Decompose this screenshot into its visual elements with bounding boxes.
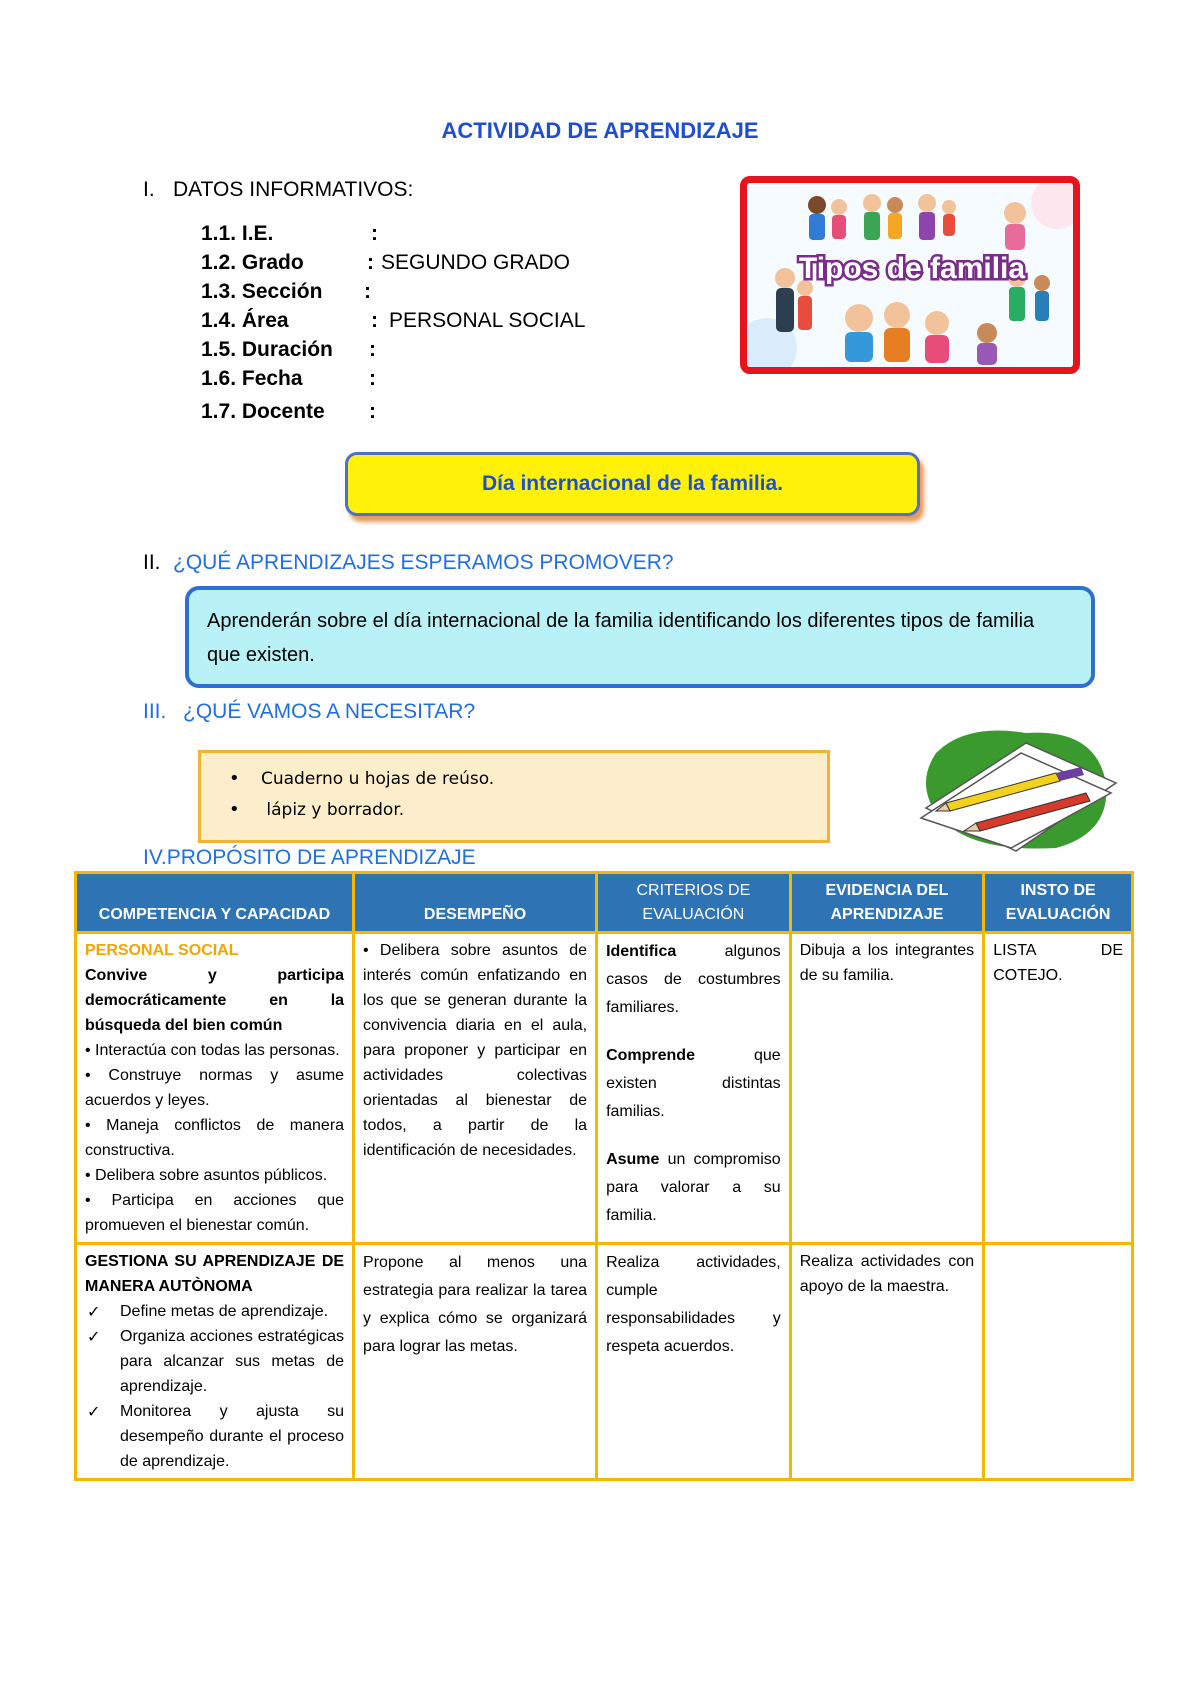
criterion-text: que existen distintas familias. (606, 1047, 781, 1120)
info-label: 1.5. Duración (201, 338, 333, 361)
materials-box (198, 750, 830, 843)
section-heading-datos (143, 178, 413, 202)
info-label: 1.4. Área (201, 309, 289, 332)
info-value: PERSONAL SOCIAL (389, 309, 586, 332)
capacity-item: ✓ Organiza acciones estratégicas para alcanzar sus metas de aprendizaje. (85, 1324, 344, 1399)
materials-list (225, 763, 827, 825)
criterion-item (606, 938, 781, 1022)
criteria-cell (597, 1244, 791, 1480)
section-heading-necesitar (143, 700, 475, 724)
info-value: SEGUNDO GRADO (381, 251, 571, 274)
capacity-item: • Maneja conflictos de manera constructiva. (85, 1113, 344, 1163)
family-illustration-svg (747, 183, 1073, 367)
competence-title: Convive y participa democráticamente en la búsqueda del bien común (85, 967, 345, 1034)
section-title: ¿QUÉ VAMOS A NECESITAR? (183, 700, 476, 723)
paper-pencils-svg (906, 723, 1126, 853)
criteria-cell (597, 933, 791, 1244)
family-types-illustration (740, 176, 1080, 374)
capacity-item: • Delibera sobre asuntos públicos. (85, 1163, 344, 1188)
column-header: INSTO DE EVALUACIÓN (984, 873, 1133, 933)
criterion-verb: Asume (606, 1151, 660, 1168)
criterion-verb: Identifica (606, 943, 677, 960)
info-colon: : (367, 251, 374, 274)
purpose-table (74, 871, 1134, 1481)
info-label: 1.7. Docente (201, 400, 325, 423)
evidence-text: Realiza actividades con apoyo de la maestra. (799, 1253, 975, 1295)
criterion-text: algunos casos de costumbres familiares. (606, 943, 781, 1016)
info-colon: : (369, 400, 376, 423)
capacity-item: ✓ Monitorea y ajusta su desempeño durante el proceso de aprendizaje. (85, 1399, 344, 1474)
info-colon: : (369, 367, 376, 390)
competence-cell (76, 933, 354, 1244)
activity-theme: Día internacional de la familia. (481, 472, 784, 495)
performance-text: • Delibera sobre asuntos de interés común enfatizando en los que se generan durante la convivencia diaria en el aula, para proponer y participar en actividades colectivas orientadas al bienestar de todos, a partir de la identificación de necesidades. (363, 938, 587, 1163)
info-label: 1.3. Sección (201, 280, 323, 303)
section-title: ¿QUÉ APRENDIZAJES ESPERAMOS PROMOVER? (173, 551, 674, 574)
list-item: • lápiz y borrador. (225, 794, 827, 825)
criterion-text: Realiza actividades, cumple responsabilidades y respeta acuerdos. (606, 1254, 781, 1355)
column-header: CRITERIOS DE EVALUACIÓN (597, 873, 791, 933)
info-colon: : (364, 280, 371, 303)
illustration-caption: Tipos de familia (798, 252, 1026, 285)
section-number: I. (143, 178, 155, 201)
table-row (76, 933, 1133, 1244)
section-number: II. (143, 551, 161, 574)
info-label: 1.2. Grado (201, 251, 304, 274)
criterion-verb: Comprende (606, 1047, 695, 1064)
section-heading-proposito: IV.PROPÓSITO DE APRENDIZAJE (143, 846, 476, 869)
info-colon: : (371, 309, 378, 332)
activity-theme-box (345, 452, 920, 516)
section-title: DATOS INFORMATIVOS: (173, 178, 414, 201)
learning-goal-text: Aprenderán sobre el día internacional de la familia identificando los diferentes tipos de familia que existen. (207, 610, 1035, 666)
area-label: PERSONAL SOCIAL (85, 942, 239, 959)
instrument-cell (984, 1244, 1133, 1480)
competence-cell (76, 1244, 354, 1480)
evidence-text: Dibuja a los integrantes de su familia. (799, 942, 975, 984)
evidence-cell (790, 933, 984, 1244)
table-row (76, 1244, 1133, 1480)
performance-text: Propone al menos una estrategia para realizar la tarea y explica cómo se organizará para lograr las metas. (363, 1254, 588, 1355)
info-label: 1.1. I.E. (201, 222, 274, 245)
column-header: DESEMPEÑO (354, 873, 597, 933)
list-item: • Cuaderno u hojas de reúso. (225, 763, 827, 794)
paper-pencils-illustration (906, 723, 1126, 853)
capacity-item: ✓ Define metas de aprendizaje. (85, 1299, 344, 1324)
performance-cell (354, 1244, 597, 1480)
section-number: III. (143, 700, 167, 723)
criterion-text: un compromiso para valorar a su familia. (606, 1151, 781, 1224)
criterion-item (606, 1042, 781, 1126)
info-colon: : (369, 338, 376, 361)
capacity-item: • Interactúa con todas las personas. (85, 1038, 344, 1063)
criterion-item (606, 1146, 781, 1230)
document-title: ACTIVIDAD DE APRENDIZAJE (441, 118, 759, 143)
column-header: EVIDENCIA DEL APRENDIZAJE (790, 873, 984, 933)
info-colon: : (371, 222, 378, 245)
table-header-row (76, 873, 1133, 933)
column-header: COMPETENCIA Y CAPACIDAD (76, 873, 354, 933)
performance-cell (354, 933, 597, 1244)
instrument-cell (984, 933, 1133, 1244)
info-label: 1.6. Fecha (201, 367, 303, 390)
learning-goal-box (185, 586, 1095, 688)
competence-title: GESTIONA SU APRENDIZAJE DE MANERA AUTÒNOMA (85, 1253, 345, 1295)
capacity-item: • Participa en acciones que promueven el bienestar común. (85, 1188, 344, 1238)
instrument-text: LISTA DE COTEJO. (993, 942, 1123, 984)
section-heading-aprendizajes (143, 551, 674, 575)
capacity-item: • Construye normas y asume acuerdos y leyes. (85, 1063, 344, 1113)
evidence-cell (790, 1244, 984, 1480)
